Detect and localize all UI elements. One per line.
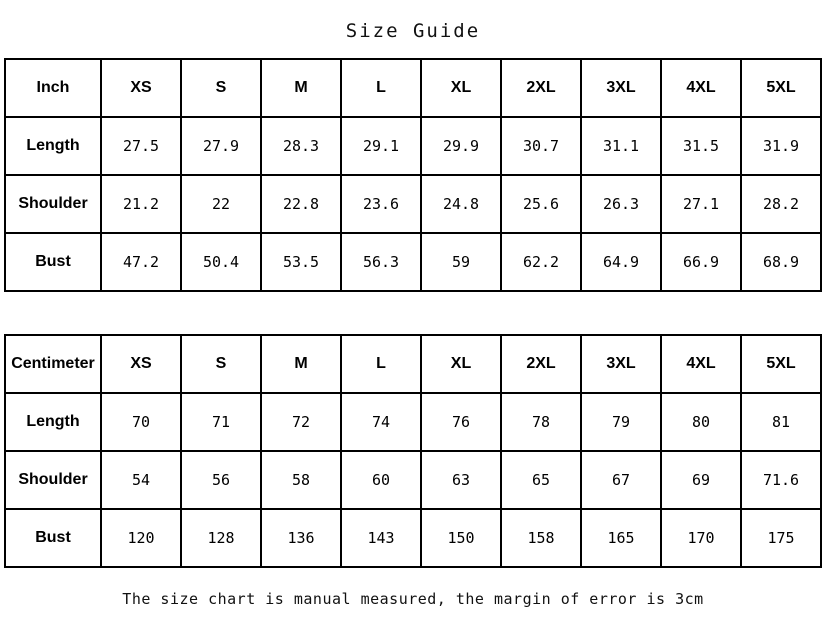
cell-value: 23.6: [341, 175, 421, 233]
size-header-m: M: [261, 335, 341, 393]
row-label-shoulder: Shoulder: [5, 175, 101, 233]
cell-value: 53.5: [261, 233, 341, 291]
table-row: [5, 175, 821, 233]
size-header-4xl: 4XL: [661, 335, 741, 393]
cell-value: 70: [101, 393, 181, 451]
cell-value: 128: [181, 509, 261, 567]
size-header-5xl: 5XL: [741, 59, 821, 117]
size-header-2xl: 2XL: [501, 335, 581, 393]
cell-value: 136: [261, 509, 341, 567]
size-header-s: S: [181, 335, 261, 393]
cell-value: 58: [261, 451, 341, 509]
size-header-2xl: 2XL: [501, 59, 581, 117]
table-row: [5, 451, 821, 509]
cell-value: 64.9: [581, 233, 661, 291]
cell-value: 165: [581, 509, 661, 567]
cell-value: 175: [741, 509, 821, 567]
size-header-l: L: [341, 335, 421, 393]
cell-value: 81: [741, 393, 821, 451]
cell-value: 47.2: [101, 233, 181, 291]
size-header-xs: XS: [101, 335, 181, 393]
cell-value: 120: [101, 509, 181, 567]
cell-value: 31.5: [661, 117, 741, 175]
cell-value: 56.3: [341, 233, 421, 291]
size-header-5xl: 5XL: [741, 335, 821, 393]
size-header-xs: XS: [101, 59, 181, 117]
cell-value: 79: [581, 393, 661, 451]
size-table-inch: [4, 58, 822, 292]
table-row: [5, 509, 821, 567]
cell-value: 68.9: [741, 233, 821, 291]
row-label-bust: Bust: [5, 233, 101, 291]
cell-value: 74: [341, 393, 421, 451]
cell-value: 29.9: [421, 117, 501, 175]
table-spacer: [0, 292, 826, 334]
cell-value: 27.9: [181, 117, 261, 175]
cell-value: 21.2: [101, 175, 181, 233]
table-row: [5, 117, 821, 175]
size-header-xl: XL: [421, 59, 501, 117]
cell-value: 76: [421, 393, 501, 451]
cell-value: 60: [341, 451, 421, 509]
cell-value: 78: [501, 393, 581, 451]
cell-value: 27.5: [101, 117, 181, 175]
cell-value: 143: [341, 509, 421, 567]
cell-value: 71: [181, 393, 261, 451]
cell-value: 158: [501, 509, 581, 567]
cell-value: 28.2: [741, 175, 821, 233]
cell-value: 28.3: [261, 117, 341, 175]
table-row: [5, 393, 821, 451]
cell-value: 30.7: [501, 117, 581, 175]
cell-value: 56: [181, 451, 261, 509]
size-header-m: M: [261, 59, 341, 117]
cell-value: 63: [421, 451, 501, 509]
table-header-row: [5, 59, 821, 117]
cell-value: 22: [181, 175, 261, 233]
cell-value: 22.8: [261, 175, 341, 233]
cell-value: 31.9: [741, 117, 821, 175]
cell-value: 25.6: [501, 175, 581, 233]
cell-value: 31.1: [581, 117, 661, 175]
table-row: [5, 233, 821, 291]
page-title: Size Guide: [345, 20, 481, 42]
cell-value: 150: [421, 509, 501, 567]
cell-value: 29.1: [341, 117, 421, 175]
row-label-bust: Bust: [5, 509, 101, 567]
row-label-shoulder: Shoulder: [5, 451, 101, 509]
cell-value: 66.9: [661, 233, 741, 291]
size-header-s: S: [181, 59, 261, 117]
cell-value: 26.3: [581, 175, 661, 233]
unit-header-inch: Inch: [5, 59, 101, 117]
unit-header-centimeter: Centimeter: [5, 335, 101, 393]
cell-value: 67: [581, 451, 661, 509]
size-header-l: L: [341, 59, 421, 117]
row-label-length: Length: [5, 117, 101, 175]
cell-value: 71.6: [741, 451, 821, 509]
cell-value: 27.1: [661, 175, 741, 233]
size-header-3xl: 3XL: [581, 59, 661, 117]
cell-value: 170: [661, 509, 741, 567]
cell-value: 65: [501, 451, 581, 509]
cell-value: 54: [101, 451, 181, 509]
cell-value: 80: [661, 393, 741, 451]
cell-value: 24.8: [421, 175, 501, 233]
row-label-length: Length: [5, 393, 101, 451]
size-header-xl: XL: [421, 335, 501, 393]
size-header-3xl: 3XL: [581, 335, 661, 393]
cell-value: 72: [261, 393, 341, 451]
cell-value: 69: [661, 451, 741, 509]
size-table-centimeter: [4, 334, 822, 568]
size-header-4xl: 4XL: [661, 59, 741, 117]
cell-value: 50.4: [181, 233, 261, 291]
table-header-row: [5, 335, 821, 393]
measurement-disclaimer: The size chart is manual measured, the margin of error is 3cm: [122, 590, 704, 608]
cell-value: 59: [421, 233, 501, 291]
cell-value: 62.2: [501, 233, 581, 291]
